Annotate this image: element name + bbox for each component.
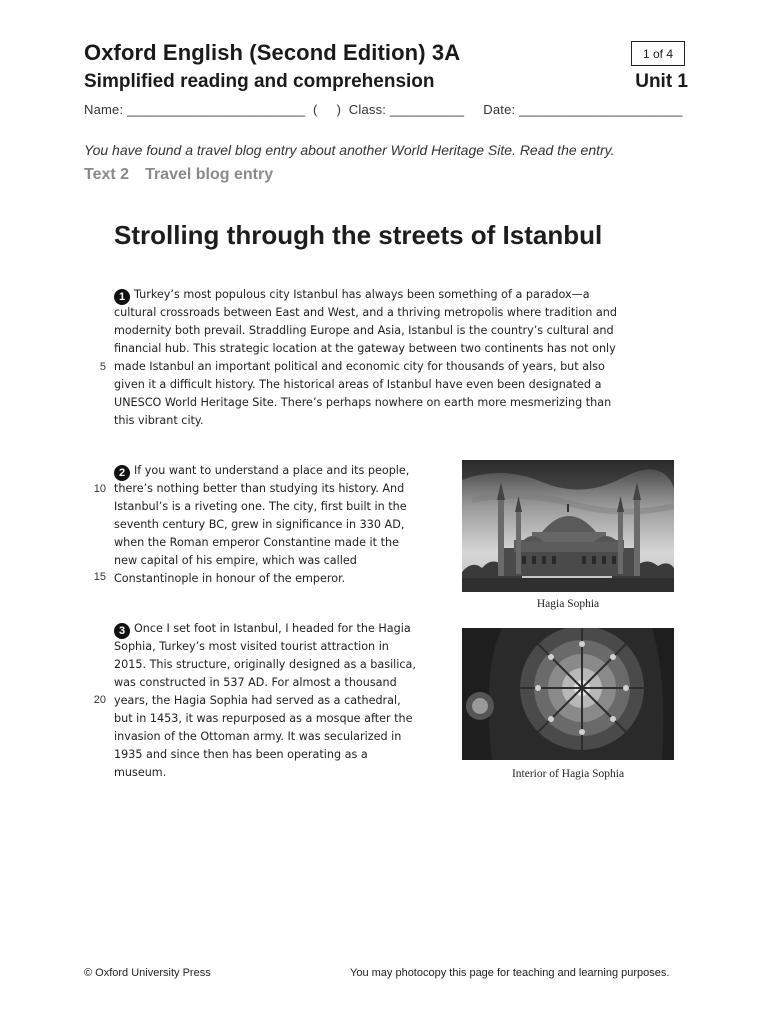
hagia-sophia-interior-photo <box>462 628 674 760</box>
paragraph-line: new capital of his empire, which was called <box>114 554 357 567</box>
hagia-sophia-photo <box>462 460 674 592</box>
footer-copyright: © Oxford University Press <box>84 967 211 979</box>
paragraph-line: Constantinople in honour of the emperor. <box>114 572 346 585</box>
paragraph-line: this vibrant city. <box>114 414 204 427</box>
worksheet-subtitle: Simplified reading and comprehension <box>84 71 435 92</box>
paragraph-line: modernity both prevail. Straddling Europe and Asia, Istanbul is the country’s cultural and <box>114 324 614 337</box>
image-caption: Interior of Hagia Sophia <box>511 768 625 780</box>
footer-notice: You may photocopy this page for teaching and learning purposes. <box>350 967 670 979</box>
instruction-text: You have found a travel blog entry about another World Heritage Site. Read the entry. <box>84 142 615 158</box>
paragraph-line: invasion of the Ottoman army. It was secularized in <box>114 730 402 743</box>
paragraph-line: given it a difficult history. The historical areas of Istanbul have even been designated a <box>114 378 602 391</box>
paragraph-line: If you want to understand a place and its people, <box>134 464 410 477</box>
paragraph-number-badge: 1 <box>114 289 130 305</box>
paragraph-line: when the Roman emperor Constantine made it the <box>114 536 399 549</box>
page-indicator: 1 of 4 <box>631 41 685 66</box>
paragraph-line: made Istanbul an important political and economic city for thousands of years, but also <box>114 360 605 373</box>
paragraph-line: Istanbul’s is a riveting one. The city, first built in the <box>114 500 407 513</box>
section-label <box>84 166 273 184</box>
paragraph-line: financial hub. This strategic location at the gateway between two continents has not only <box>114 342 616 355</box>
text-type: Travel blog entry <box>145 166 274 183</box>
paragraph-number-badge: 2 <box>114 465 130 481</box>
line-number: 20 <box>93 694 106 706</box>
image-caption: Hagia Sophia <box>536 598 600 610</box>
paragraph-number-badge: 3 <box>114 623 130 639</box>
student-info-line: Name: ________________________ ( ) Class: __________ Date: ______________________ <box>84 102 683 117</box>
book-title: Oxford English (Second Edition) 3A <box>84 40 461 65</box>
paragraph-1 <box>114 286 617 430</box>
paragraph-line: museum. <box>114 766 167 779</box>
paragraph-line: was constructed in 537 AD. For almost a thousand <box>114 676 397 689</box>
paragraph-line: 2015. This structure, originally designed as a basilica, <box>114 658 416 671</box>
paragraph-line: 1935 and since then has been operating as a <box>114 748 368 761</box>
paragraph-line: Turkey’s most populous city Istanbul has always been something of a paradox—a <box>134 288 590 301</box>
paragraph-line: cultural crossroads between East and West, and a thriving metropolis where tradition and <box>114 306 617 319</box>
paragraph-3 <box>114 620 416 782</box>
text-number: Text 2 <box>84 166 130 183</box>
paragraph-line: years, the Hagia Sophia had served as a cathedral, <box>114 694 401 707</box>
paragraph-line: seventh century BC, grew in significance in 330 AD, <box>114 518 405 531</box>
unit-label: Unit 1 <box>635 71 688 92</box>
line-number: 15 <box>93 571 106 583</box>
paragraph-line: but in 1453, it was repurposed as a mosque after the <box>114 712 413 725</box>
paragraph-line: UNESCO World Heritage Site. There’s perhaps nowhere on earth more mesmerizing than <box>114 396 612 409</box>
line-number: 5 <box>99 361 106 373</box>
paragraph-2 <box>114 462 409 588</box>
paragraph-line: Sophia, Turkey’s most visited tourist attraction in <box>114 640 389 653</box>
article-headline: Strolling through the streets of Istanbul <box>114 220 603 250</box>
paragraph-line: there’s nothing better than studying its history. And <box>114 482 405 495</box>
paragraph-line: Once I set foot in Istanbul, I headed for the Hagia <box>134 622 411 635</box>
line-number: 10 <box>93 483 106 495</box>
